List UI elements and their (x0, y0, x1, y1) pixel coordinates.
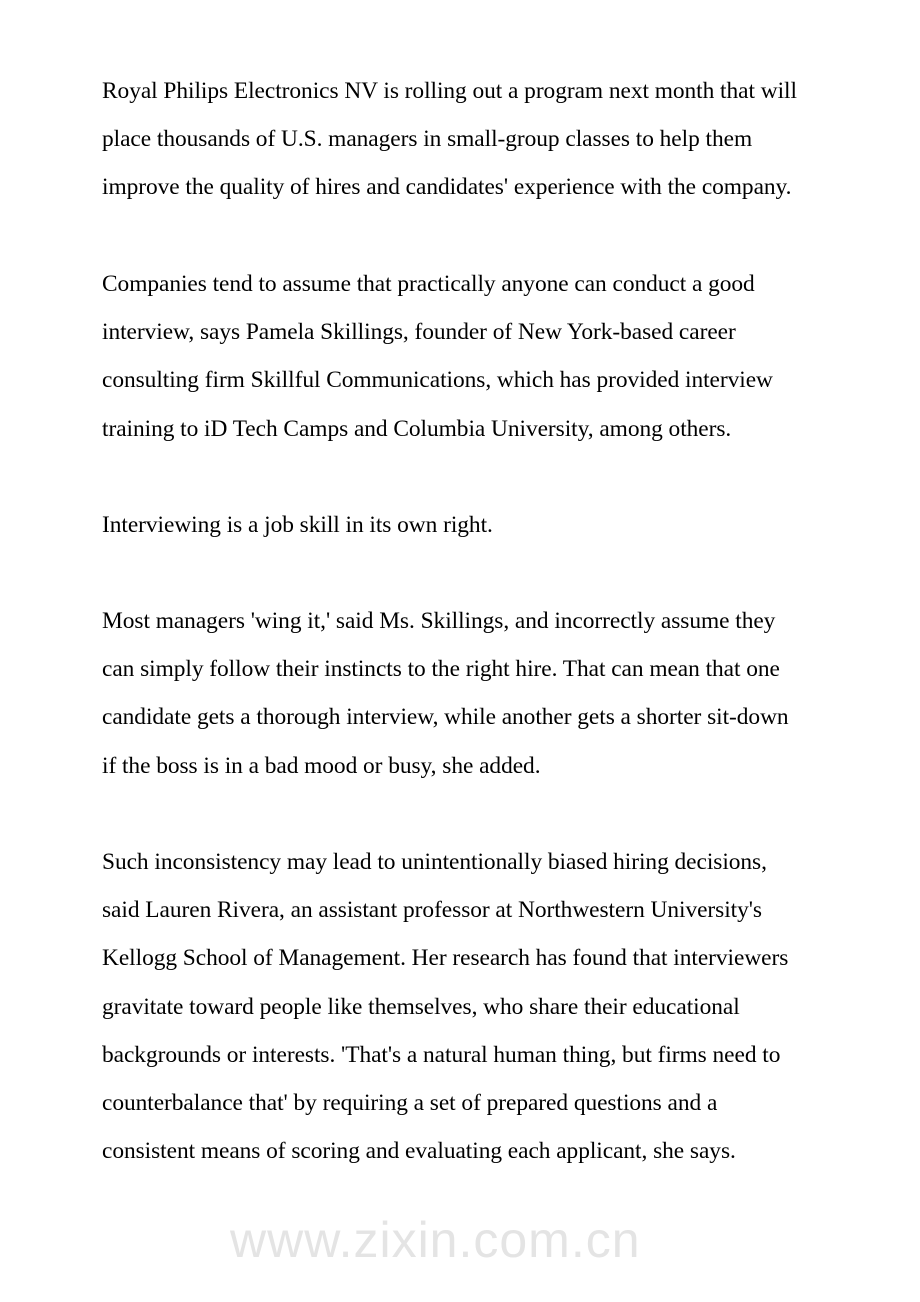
paragraph-5 (102, 838, 788, 1175)
text-line: consulting firm Skillful Communications, which has provided interview (102, 367, 773, 394)
paragraph-2 (102, 260, 773, 453)
text-line: consistent means of scoring and evaluating each applicant, she says. (102, 1138, 736, 1165)
text-line: gravitate toward people like themselves, who share their educational (102, 993, 740, 1020)
text-line: training to iD Tech Camps and Columbia University, among others. (102, 415, 732, 442)
text-line: candidate gets a thorough interview, while another gets a shorter sit-down (102, 704, 789, 731)
paragraph-4 (102, 597, 789, 790)
text-line: if the boss is in a bad mood or busy, she added. (102, 752, 541, 779)
text-line: can simply follow their instincts to the right hire. That can mean that one (102, 656, 780, 683)
text-line: Companies tend to assume that practically anyone can conduct a good (102, 271, 755, 297)
text-line: place thousands of U.S. managers in small-group classes to help them (102, 126, 753, 153)
text-line: Such inconsistency may lead to unintentionally biased hiring decisions, (102, 849, 767, 875)
text-line: backgrounds or interests. 'That's a natural human thing, but firms need to (102, 1041, 781, 1068)
text-line: Royal Philips Electronics NV is rolling out a program next month that will (102, 78, 797, 104)
text-line: Most managers 'wing it,' said Ms. Skillings, and incorrectly assume they (102, 608, 776, 634)
text-line: counterbalance that' by requiring a set of prepared questions and a (102, 1089, 718, 1116)
text-line: Interviewing is a job skill in its own right. (102, 512, 493, 538)
text-line: said Lauren Rivera, an assistant professor at Northwestern University's (102, 897, 762, 924)
text-line: improve the quality of hires and candidates' experience with the company. (102, 174, 792, 201)
text-line: Kellogg School of Management. Her research has found that interviewers (102, 945, 789, 972)
paragraph-3 (102, 501, 493, 549)
text-line: interview, says Pamela Skillings, founder of New York-based career (102, 319, 736, 346)
watermark: www.zixin.com.cn (230, 1212, 641, 1268)
paragraph-1 (102, 67, 797, 212)
